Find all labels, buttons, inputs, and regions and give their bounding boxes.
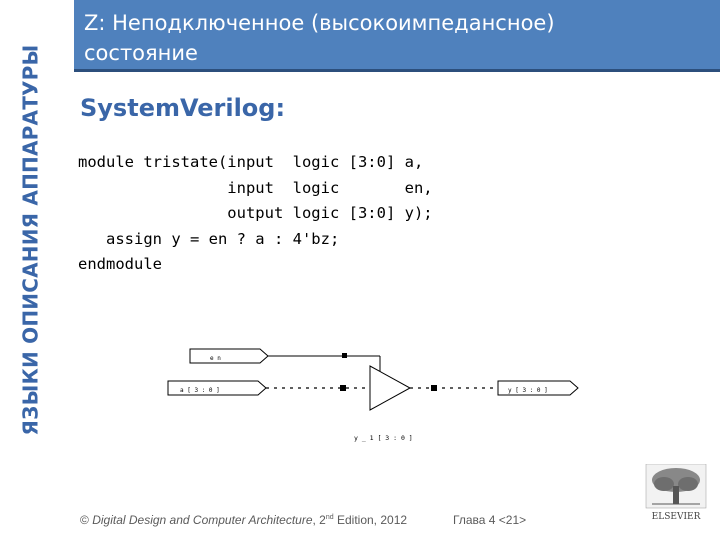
y-port-label: y [ 3 : 0 ] <box>508 387 548 394</box>
code-line: output logic [3:0] y); <box>78 204 433 222</box>
slide-title-bar <box>74 0 720 72</box>
vertical-course-title <box>0 0 60 480</box>
a-bus-junction <box>340 385 346 391</box>
y-bus-junction <box>431 385 437 391</box>
footer-citation <box>80 513 407 527</box>
slide-title-line-2: состояние <box>84 41 198 65</box>
elsevier-wordmark: ELSEVIER <box>651 512 701 522</box>
gate-instance-label: y _ 1 [ 3 : 0 ] <box>354 434 413 442</box>
en-port-label: e n <box>210 355 221 362</box>
footer-copyright: © <box>80 513 89 527</box>
tristate-schematic <box>160 336 580 446</box>
code-block <box>78 150 433 278</box>
code-line: assign y = en ? a : 4'bz; <box>78 229 340 248</box>
elsevier-tree-icon <box>644 464 708 522</box>
footer-edition-suffix: Edition, 2012 <box>333 513 408 527</box>
code-line: module tristate(input logic [3:0] a, <box>78 153 424 171</box>
vertical-course-title-text: ЯЗЫКИ ОПИСАНИЯ АППАРАТУРЫ <box>18 44 42 436</box>
section-heading: SystemVerilog: <box>80 94 286 122</box>
a-port-label: a [ 3 : 0 ] <box>180 387 220 394</box>
code-line: input logic en, <box>78 178 433 197</box>
code-line: endmodule <box>78 255 162 273</box>
en-junction <box>342 353 347 358</box>
footer-edition-sup: nd <box>325 514 334 521</box>
footer-book-title: Digital Design and Computer Architecture <box>92 513 313 527</box>
en-port <box>190 349 268 363</box>
footer-edition-prefix: , 2 <box>312 513 326 527</box>
footer-chapter-page: Глава 4 <21> <box>453 513 527 527</box>
slide-title-line-1: Z: Неподключенное (высокоимпеданcное) <box>84 11 555 35</box>
tristate-buffer-symbol <box>370 366 410 410</box>
